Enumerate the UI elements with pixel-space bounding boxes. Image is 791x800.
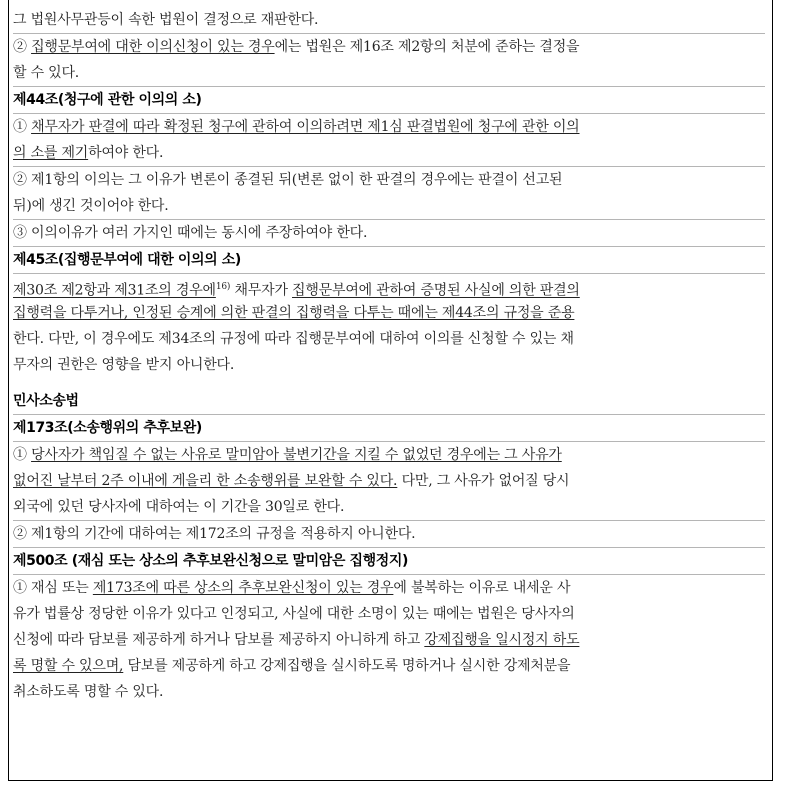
- text-span: 제500조 (재심 또는 상소의 추후보완신청으로 말미암은 집행정지): [13, 553, 408, 569]
- text-line: [13, 60, 765, 86]
- text-line: [13, 468, 765, 494]
- paragraph: [13, 575, 765, 705]
- underlined-text: 집행문부여에 대한 이의신청이 있는 경우: [31, 39, 275, 55]
- section-heading: [13, 87, 765, 113]
- text-span: ① 재심 또는: [13, 580, 93, 596]
- text-line: [13, 442, 765, 468]
- underlined-text: 제173조에 따른 상소의 추후보완신청이 있는 경우: [92, 580, 394, 596]
- underlined-text: 집행문부여에 관하여 증명된 사실에 의한 판결의: [292, 282, 580, 299]
- text-span: 그 법원사무관등이 속한 법원이 결정으로 재판한다.: [13, 12, 319, 28]
- text-span: 다만, 그 사유가 없어질 당시: [397, 473, 570, 489]
- text-span: 신청에 따라 담보를 제공하게 하거나 담보를 제공하지 아니하게 하고: [13, 632, 425, 648]
- text-line: [13, 193, 765, 219]
- underlined-text: 채무자가 판결에 따라 확정된 청구에 관하여 이의하려면 제1심 판결법원에 청구에 관한 이의: [31, 119, 580, 135]
- footnote-ref: 16): [215, 282, 231, 292]
- text-span: 무자의 권한은 영향을 받지 아니한다.: [13, 357, 235, 373]
- text-line: [13, 167, 765, 193]
- text-line: [13, 679, 765, 705]
- underlined-text: 강제집행을 일시정지 하도: [424, 632, 580, 648]
- text-span: 한다. 다만, 이 경우에도 제34조의 규정에 따라 집행문부여에 대하여 이의를 신청할 수 있는 채: [13, 331, 574, 347]
- underlined-text: 의 소를 제기: [13, 145, 89, 161]
- text-line: [13, 274, 765, 300]
- paragraph: [13, 7, 765, 33]
- text-span: 에 불복하는 이유로 내세운 사: [393, 580, 571, 596]
- text-line: [13, 220, 765, 246]
- text-line: [13, 352, 765, 378]
- text-span: 취소하도록 명할 수 있다.: [13, 684, 164, 700]
- section-heading: [13, 548, 765, 574]
- text-span: 제173조(소송행위의 추후보완): [13, 420, 202, 436]
- paragraph: [13, 442, 765, 520]
- text-span: 채무자가: [230, 282, 293, 299]
- section-gap: [13, 378, 765, 388]
- section-heading: [13, 247, 765, 273]
- text-span: 에는 법원은 제16조 제2항의 처분에 준하는 결정을: [274, 39, 580, 55]
- text-line: [13, 627, 765, 653]
- text-line: [13, 34, 765, 60]
- text-line: [13, 87, 765, 113]
- text-line: [13, 140, 765, 166]
- document-body: [13, 7, 765, 705]
- text-span: ②: [13, 39, 32, 55]
- text-line: [13, 521, 765, 547]
- text-line: [13, 7, 765, 33]
- paragraph: [13, 34, 765, 86]
- paragraph: [13, 521, 765, 547]
- text-span: 제44조(청구에 관한 이의의 소): [13, 92, 202, 108]
- text-span: 제45조(집행문부여에 대한 이의의 소): [13, 252, 241, 268]
- paragraph: [13, 114, 765, 166]
- text-line: [13, 388, 765, 414]
- text-span: ② 제1항의 이의는 그 이유가 변론이 종결된 뒤(변론 없이 한 판결의 경우에는 판결이 선고된: [13, 172, 563, 188]
- text-span: ①: [13, 447, 32, 463]
- text-line: [13, 494, 765, 520]
- text-span: 뒤)에 생긴 것이어야 한다.: [13, 198, 169, 214]
- text-span: 담보를 제공하게 하고 강제집행을 실시하도록 명하거나 실시한 강제처분을: [123, 658, 571, 674]
- text-span: 유가 법률상 정당한 이유가 있다고 인정되고, 사실에 대한 소명이 있는 때에는 법원은 당사자의: [13, 606, 575, 622]
- section-heading: [13, 415, 765, 441]
- paragraph: [13, 167, 765, 219]
- text-line: [13, 114, 765, 140]
- text-line: [13, 247, 765, 273]
- text-span: ② 제1항의 기간에 대하여는 제172조의 규정을 적용하지 아니한다.: [13, 526, 416, 542]
- paragraph: [13, 220, 765, 246]
- text-span: 외국에 있던 당사자에 대하여는 이 기간을 30일로 한다.: [13, 499, 345, 515]
- text-span: 하여야 한다.: [88, 145, 164, 161]
- underlined-text: 제30조 제2항과 제31조의 경우에: [13, 282, 216, 299]
- text-span: ①: [13, 119, 32, 135]
- underlined-text: 없어진 날부터 2주 이내에 게을리 한 소송행위를 보완할 수 있다.: [13, 473, 398, 489]
- text-line: [13, 415, 765, 441]
- text-span: ③ 이의이유가 여러 가지인 때에는 동시에 주장하여야 한다.: [13, 225, 368, 241]
- paragraph: [13, 274, 765, 378]
- underlined-text: 집행력을 다투거나, 인정된 승계에 의한 판결의 집행력을 다투는 때에는 제44조의 규정을 준용: [13, 305, 575, 321]
- text-line: [13, 653, 765, 679]
- text-span: 민사소송법: [13, 393, 79, 409]
- text-line: [13, 548, 765, 574]
- underlined-text: 록 명할 수 있으며,: [13, 658, 124, 674]
- text-line: [13, 601, 765, 627]
- text-span: 할 수 있다.: [13, 65, 80, 81]
- text-line: [13, 300, 765, 326]
- underlined-text: 당사자가 책임질 수 없는 사유로 말미암아 불변기간을 지킬 수 없었던 경우에는 그 사유가: [31, 447, 562, 463]
- text-line: [13, 326, 765, 352]
- text-line: [13, 575, 765, 601]
- section-heading: [13, 388, 765, 414]
